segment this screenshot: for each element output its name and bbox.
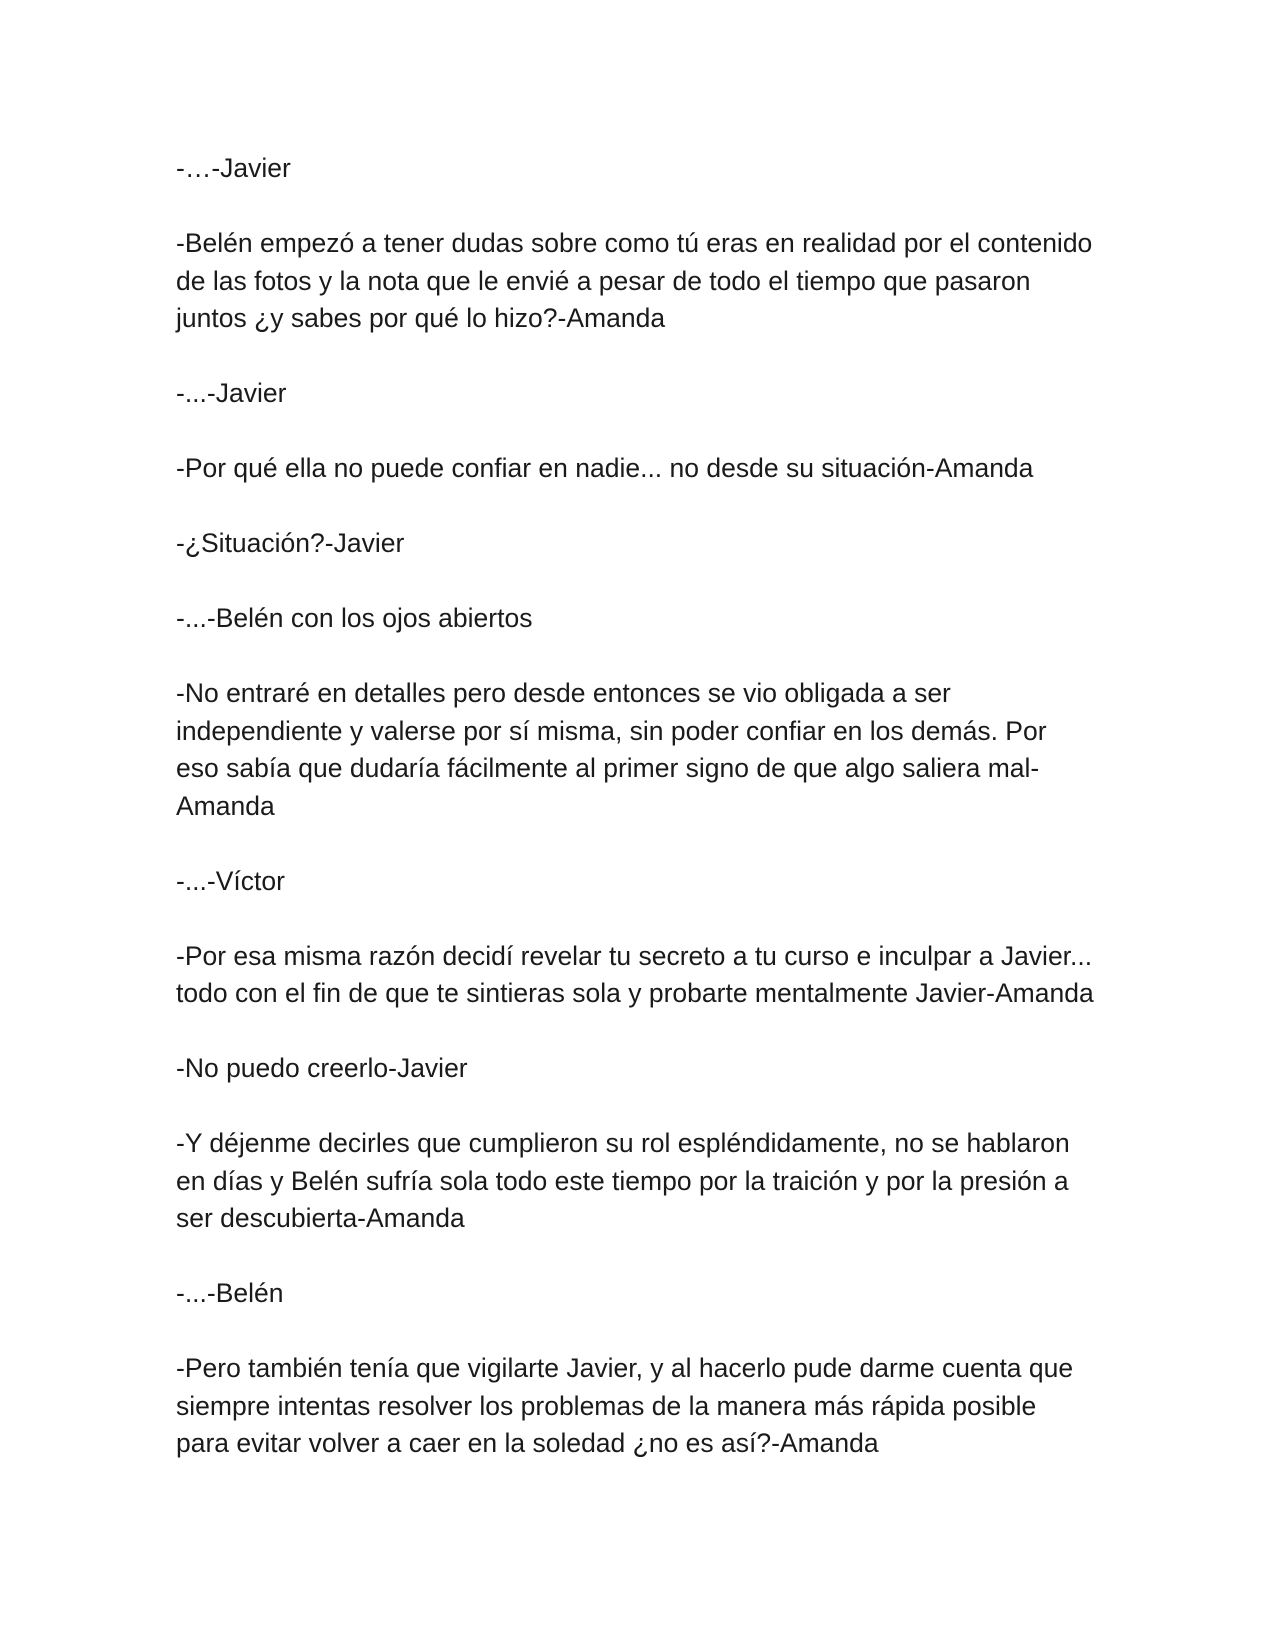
paragraph: -Por qué ella no puede confiar en nadie... no desde su situación-Amanda (176, 453, 1034, 483)
paragraph: -Belén empezó a tener dudas sobre como tú eras en realidad por el contenido de las fotos y la nota que le envié a pesar de todo el tiempo que pasaron juntos ¿y sabes por qué lo hizo?-Amanda (176, 228, 1093, 333)
paragraph: -...-Javier (176, 378, 287, 408)
paragraph: -Y déjenme decirles que cumplieron su rol espléndidamente, no se hablaron en días y Belén sufría sola todo este tiempo por la traición y por la presión a ser descubierta-Amanda (176, 1128, 1070, 1233)
paragraph: -Por esa misma razón decidí revelar tu secreto a tu curso e inculpar a Javier... todo con el fin de que te sintieras sola y probarte mentalmente Javier-Amanda (176, 940, 1094, 1008)
paragraph: -...-Víctor (176, 865, 285, 896)
paragraph: -…-Javier (176, 153, 291, 183)
paragraph: -No entraré en detalles pero desde entonces se vio obligada a ser independiente y valerse por sí misma, sin poder confiar en los demás. Por eso sabía que dudaría fácilmente al primer signo de que algo saliera mal-Amanda (176, 678, 1047, 821)
paragraph: -...-Belén (176, 1278, 284, 1308)
paragraph: -...-Belén con los ojos abiertos (176, 603, 533, 633)
paragraph: -Pero también tenía que vigilarte Javier, y al hacerlo pude darme cuenta que siempre intentas resolver los problemas de la manera más rápida posible para evitar volver a caer en la soledad ¿no es así?-Amanda (176, 1353, 1074, 1458)
paragraph: -¿Situación?-Javier (176, 528, 405, 558)
document-body (176, 150, 1096, 1463)
paragraph: -No puedo creerlo-Javier (176, 1053, 468, 1083)
